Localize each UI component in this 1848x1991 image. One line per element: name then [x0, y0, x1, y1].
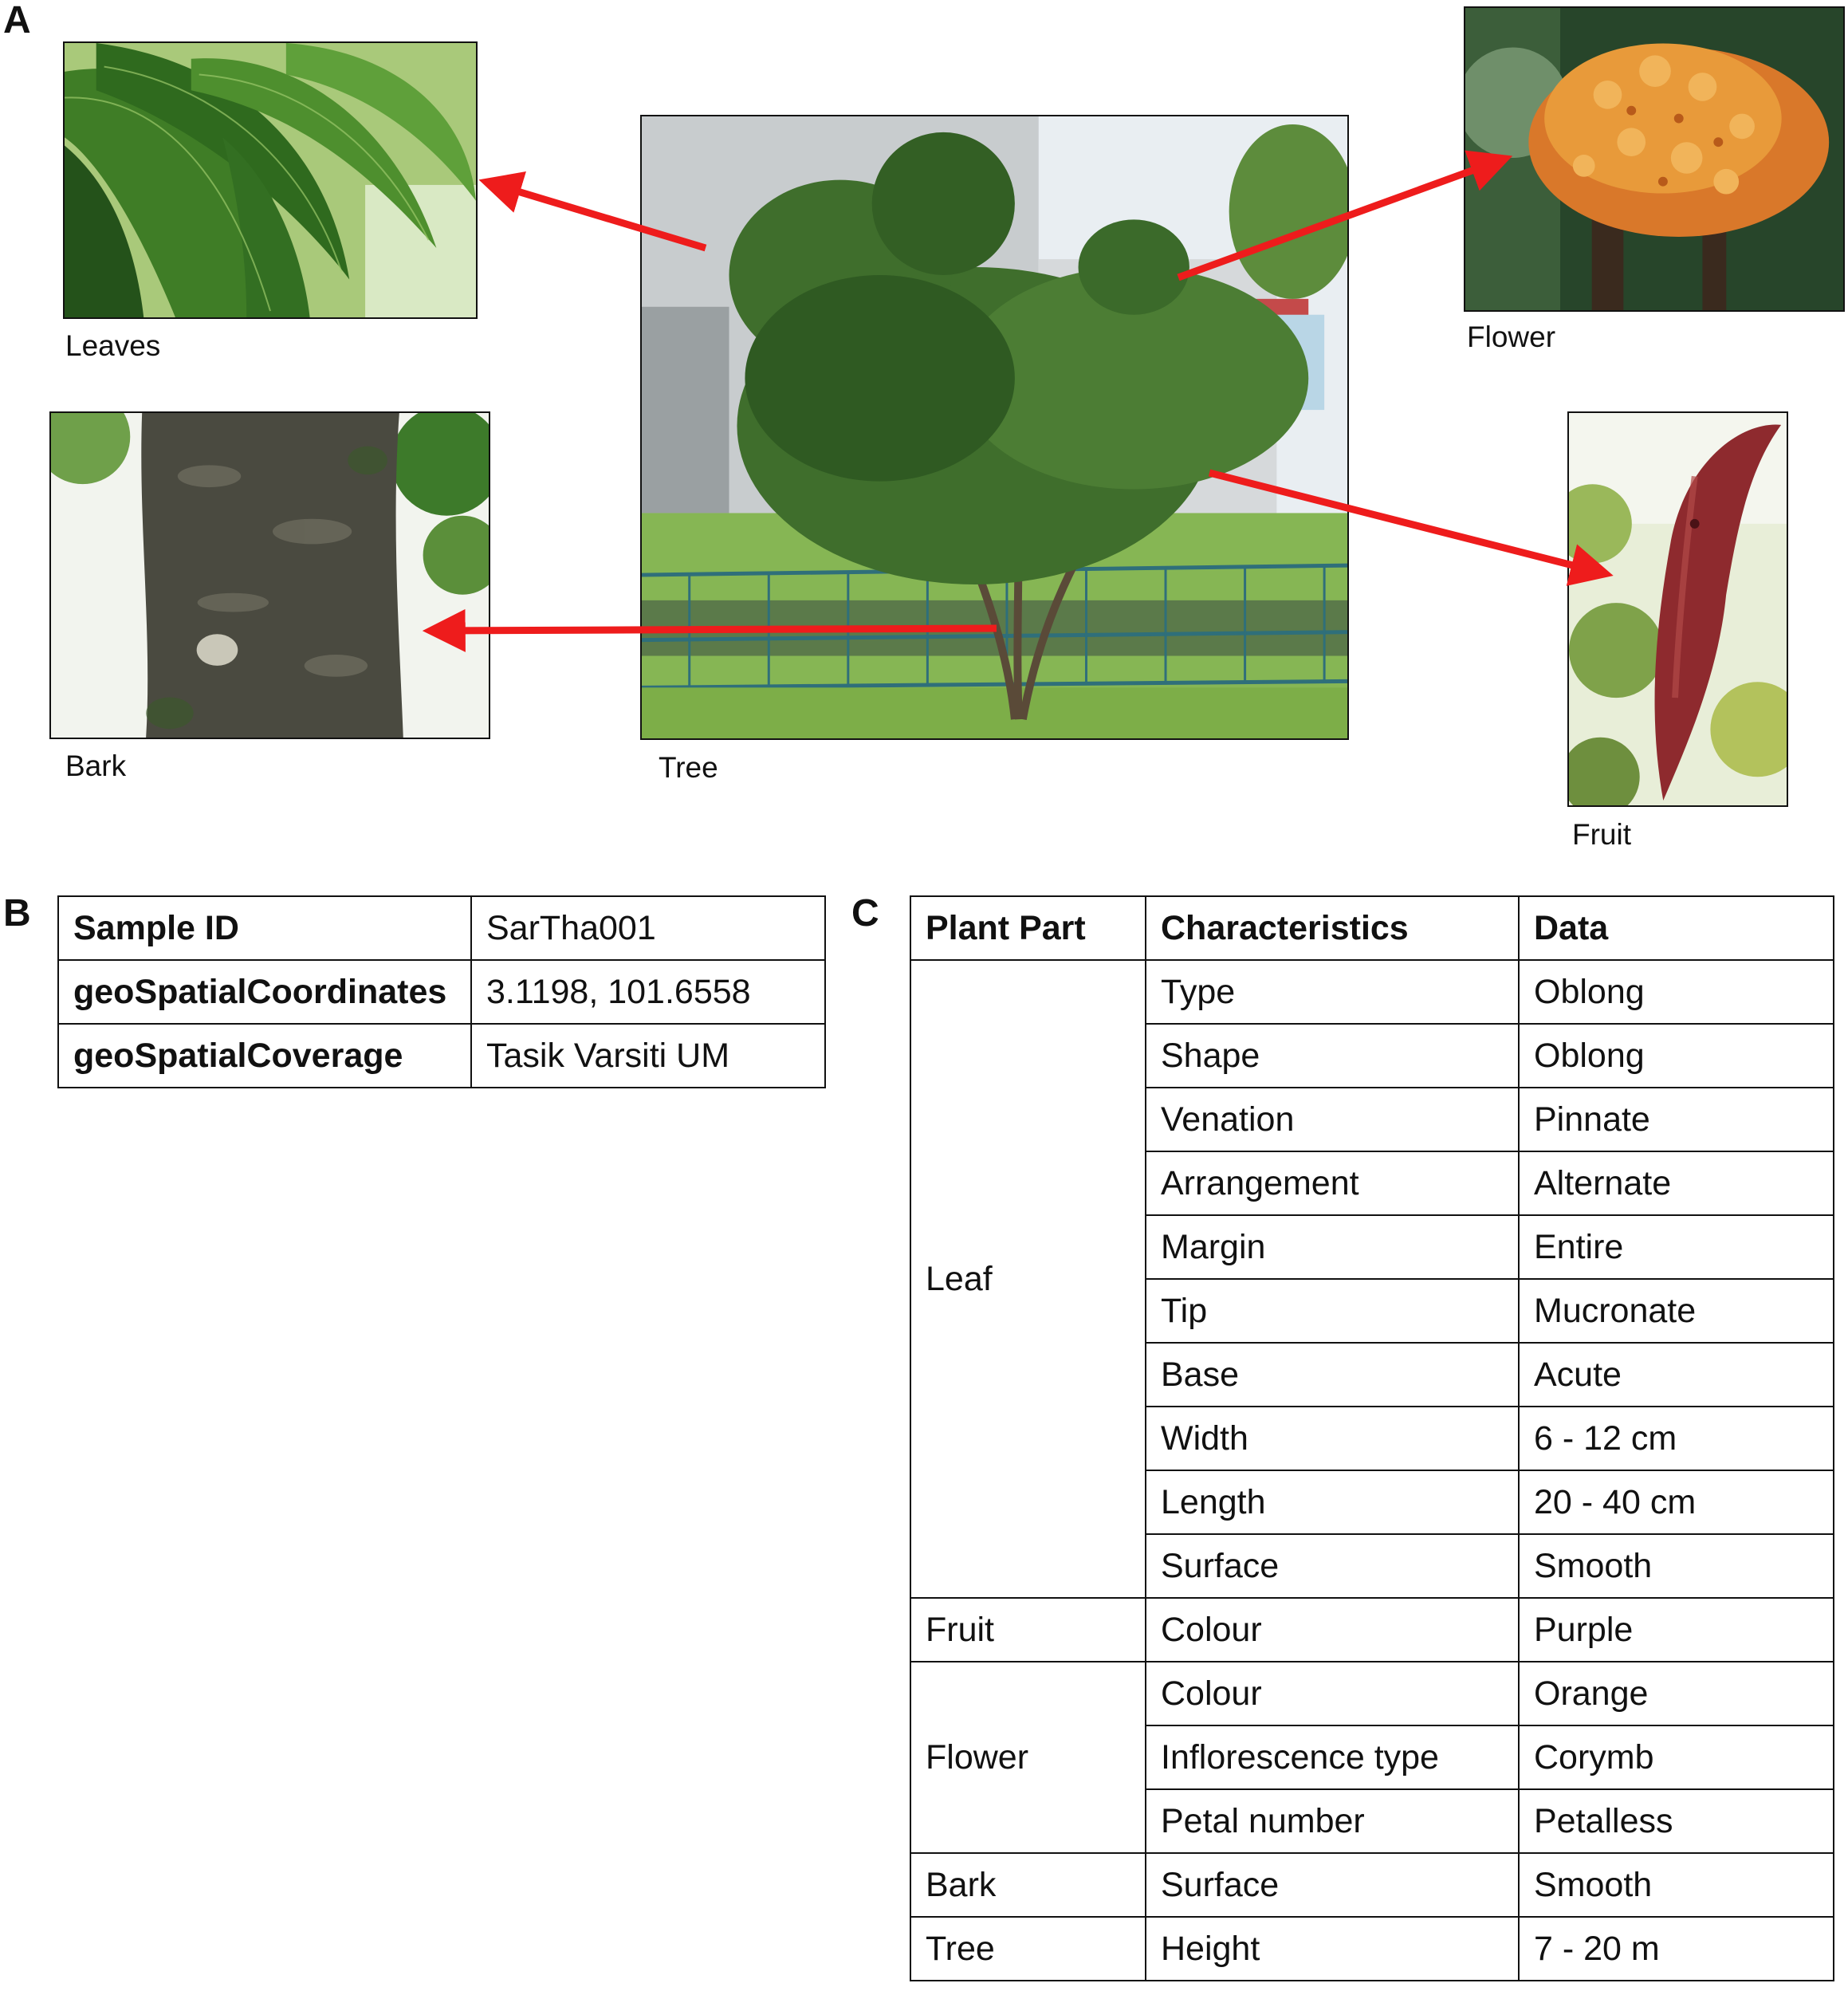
data-cell: Smooth: [1519, 1534, 1834, 1598]
traits-row: [910, 1853, 1834, 1917]
sample-metadata-table: [57, 895, 826, 1088]
traits-row: [910, 960, 1834, 1024]
characteristic-cell: Inflorescence type: [1146, 1725, 1519, 1789]
header-plant-part: Plant Part: [910, 896, 1146, 960]
data-cell: Acute: [1519, 1343, 1834, 1407]
sample-value-cell: Tasik Varsiti UM: [471, 1024, 825, 1088]
leaves-caption: Leaves: [65, 329, 161, 362]
characteristic-cell: Venation: [1146, 1088, 1519, 1151]
bark-photo: [49, 411, 490, 739]
traits-row: [910, 1662, 1834, 1725]
characteristic-cell: Colour: [1146, 1662, 1519, 1725]
plant-traits-table: [910, 895, 1834, 1981]
leaves-photo: [63, 41, 478, 319]
sample-value-cell: SarTha001: [471, 896, 825, 960]
characteristic-cell: Tip: [1146, 1279, 1519, 1343]
data-cell: 7 - 20 m: [1519, 1917, 1834, 1981]
sample-key-cell: geoSpatialCoordinates: [58, 960, 471, 1024]
characteristic-cell: Height: [1146, 1917, 1519, 1981]
characteristic-cell: Width: [1146, 1407, 1519, 1470]
tree-caption: Tree: [659, 751, 718, 784]
data-cell: Oblong: [1519, 960, 1834, 1024]
characteristic-cell: Type: [1146, 960, 1519, 1024]
plant-part-cell: Flower: [910, 1662, 1146, 1853]
plant-part-cell: Tree: [910, 1917, 1146, 1981]
sample-key-cell: geoSpatialCoverage: [58, 1024, 471, 1088]
data-cell: Orange: [1519, 1662, 1834, 1725]
bark-caption: Bark: [65, 750, 127, 782]
data-cell: 6 - 12 cm: [1519, 1407, 1834, 1470]
data-cell: 20 - 40 cm: [1519, 1470, 1834, 1534]
data-cell: Pinnate: [1519, 1088, 1834, 1151]
sample-key-cell: Sample ID: [58, 896, 471, 960]
header-data: Data: [1519, 896, 1834, 960]
characteristic-cell: Surface: [1146, 1534, 1519, 1598]
data-cell: Petalless: [1519, 1789, 1834, 1853]
plant-part-cell: Bark: [910, 1853, 1146, 1917]
data-cell: Oblong: [1519, 1024, 1834, 1088]
data-cell: Mucronate: [1519, 1279, 1834, 1343]
flower-caption: Flower: [1467, 321, 1556, 353]
characteristic-cell: Base: [1146, 1343, 1519, 1407]
sample-row: [58, 1024, 825, 1088]
traits-header-row: [910, 896, 1834, 960]
characteristic-cell: Length: [1146, 1470, 1519, 1534]
sample-row: [58, 960, 825, 1024]
traits-row: [910, 1917, 1834, 1981]
data-cell: Corymb: [1519, 1725, 1834, 1789]
flower-photo: [1464, 6, 1845, 312]
fruit-caption: Fruit: [1572, 818, 1631, 851]
header-characteristics: Characteristics: [1146, 896, 1519, 960]
data-cell: Purple: [1519, 1598, 1834, 1662]
traits-row: [910, 1598, 1834, 1662]
panel-label-c: C: [851, 892, 879, 935]
characteristic-cell: Margin: [1146, 1215, 1519, 1279]
fruit-photo: [1567, 411, 1788, 807]
sample-value-cell: 3.1198, 101.6558: [471, 960, 825, 1024]
data-cell: Smooth: [1519, 1853, 1834, 1917]
data-cell: Entire: [1519, 1215, 1834, 1279]
plant-part-cell: Fruit: [910, 1598, 1146, 1662]
characteristic-cell: Colour: [1146, 1598, 1519, 1662]
tree-photo: [640, 115, 1349, 740]
panel-label-a: A: [3, 0, 31, 41]
characteristic-cell: Surface: [1146, 1853, 1519, 1917]
plant-part-cell: Leaf: [910, 960, 1146, 1598]
characteristic-cell: Shape: [1146, 1024, 1519, 1088]
data-cell: Alternate: [1519, 1151, 1834, 1215]
sample-row: [58, 896, 825, 960]
characteristic-cell: Petal number: [1146, 1789, 1519, 1853]
characteristic-cell: Arrangement: [1146, 1151, 1519, 1215]
panel-label-b: B: [3, 892, 31, 935]
